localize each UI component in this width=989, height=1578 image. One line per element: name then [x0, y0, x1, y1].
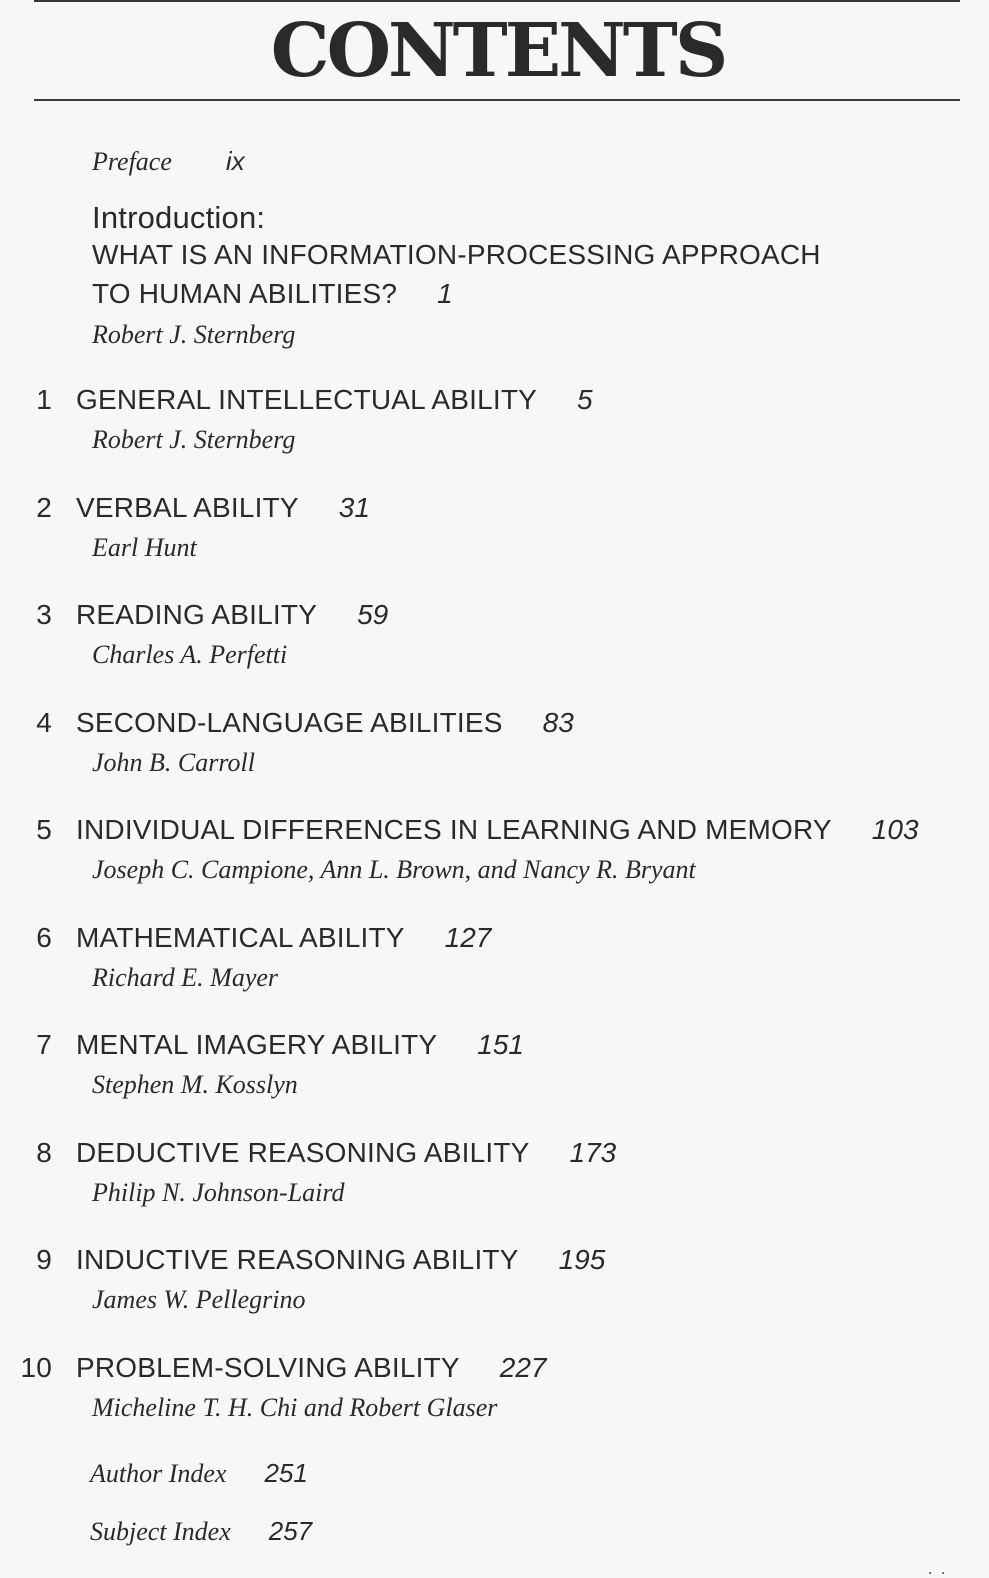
chapter-number: 10 [20, 1352, 52, 1383]
chapter-title: PROBLEM-SOLVING ABILITY [76, 1352, 460, 1383]
chapter-entry [0, 707, 989, 787]
chapter-title: MATHEMATICAL ABILITY [76, 922, 405, 953]
chapter-page: 195 [558, 1244, 606, 1275]
chapter-title: INDUCTIVE REASONING ABILITY [76, 1244, 519, 1275]
chapter-number: 9 [36, 1244, 52, 1275]
chapter-author: Earl Hunt [92, 533, 197, 562]
chapter-author: Richard E. Mayer [92, 963, 279, 992]
chapter-page: 173 [569, 1137, 617, 1168]
chapter-entry [0, 599, 989, 679]
introduction-title-line2-row [92, 278, 453, 310]
chapter-number: 5 [36, 814, 52, 845]
introduction-title-line1: WHAT IS AN INFORMATION-PROCESSING APPROACH [92, 239, 821, 270]
subject-index-page: 257 [268, 1516, 313, 1546]
chapter-number: 3 [36, 599, 52, 630]
chapter-entry [0, 384, 989, 464]
chapter-title: VERBAL ABILITY [76, 492, 299, 523]
chapter-page: 59 [357, 599, 389, 630]
chapter-page: 103 [871, 814, 919, 845]
chapter-number: 8 [36, 1137, 52, 1168]
chapter-entry [0, 1352, 989, 1432]
chapter-title: MENTAL IMAGERY ABILITY [76, 1029, 438, 1060]
chapter-title: GENERAL INTELLECTUAL ABILITY [76, 384, 538, 415]
introduction-label: Introduction: [92, 200, 266, 235]
chapter-title-row [76, 707, 574, 739]
chapter-title-row [76, 1352, 546, 1384]
subject-index-entry [90, 1516, 312, 1547]
chapter-number: 7 [36, 1029, 52, 1060]
introduction-page: 1 [437, 278, 453, 309]
chapter-author: John B. Carroll [92, 748, 255, 777]
chapter-title: INDIVIDUAL DIFFERENCES IN LEARNING AND MEMORY [76, 814, 832, 845]
preface-label: Preface [92, 147, 172, 176]
chapter-number: 4 [36, 707, 52, 738]
chapter-page: 31 [338, 492, 370, 523]
author-index-label: Author Index [90, 1459, 227, 1488]
chapter-author: Joseph C. Campione, Ann L. Brown, and Nancy R. Bryant [92, 855, 696, 884]
chapter-author: Robert J. Sternberg [92, 425, 296, 454]
chapter-entry [0, 1244, 989, 1324]
title-rule [34, 99, 960, 101]
chapter-number: 6 [36, 922, 52, 953]
chapter-entry [0, 1137, 989, 1217]
author-index-entry [90, 1458, 308, 1489]
chapter-title-row [76, 922, 491, 954]
chapter-page: 127 [444, 922, 492, 953]
chapter-entry [0, 492, 989, 572]
preface-entry [92, 146, 245, 177]
chapter-page: 227 [499, 1352, 547, 1383]
chapter-title-row [76, 814, 919, 846]
chapter-title-row [76, 1137, 616, 1169]
chapter-title-row [76, 492, 370, 524]
introduction-title-line2: TO HUMAN ABILITIES? [92, 278, 398, 309]
chapter-page: 83 [542, 707, 574, 738]
chapter-author: Charles A. Perfetti [92, 640, 288, 669]
introduction-author: Robert J. Sternberg [92, 320, 296, 349]
subject-index-label: Subject Index [90, 1517, 231, 1546]
page-title: CONTENTS [270, 8, 726, 94]
chapter-title: DEDUCTIVE REASONING ABILITY [76, 1137, 530, 1168]
chapter-author: Philip N. Johnson-Laird [92, 1178, 345, 1207]
chapter-author: Micheline T. H. Chi and Robert Glaser [92, 1393, 498, 1422]
corner-mark: . . [928, 1562, 948, 1578]
author-index-page: 251 [264, 1458, 308, 1488]
chapter-page: 151 [477, 1029, 524, 1060]
chapter-title-row [76, 1244, 605, 1276]
chapter-entry [0, 1029, 989, 1109]
chapter-title: READING ABILITY [76, 599, 318, 630]
chapter-title-row [76, 599, 388, 631]
chapter-number: 1 [36, 384, 52, 415]
chapter-author: James W. Pellegrino [92, 1285, 306, 1314]
preface-page: ix [225, 146, 245, 176]
chapter-entry [0, 922, 989, 1002]
chapter-page: 5 [577, 384, 593, 415]
chapter-title-row [76, 1029, 524, 1061]
chapter-number: 2 [36, 492, 52, 523]
chapter-author: Stephen M. Kosslyn [92, 1070, 298, 1099]
chapter-title: SECOND-LANGUAGE ABILITIES [76, 707, 503, 738]
chapter-entry [0, 814, 989, 894]
top-rule [34, 0, 960, 2]
chapter-title-row [76, 384, 593, 416]
